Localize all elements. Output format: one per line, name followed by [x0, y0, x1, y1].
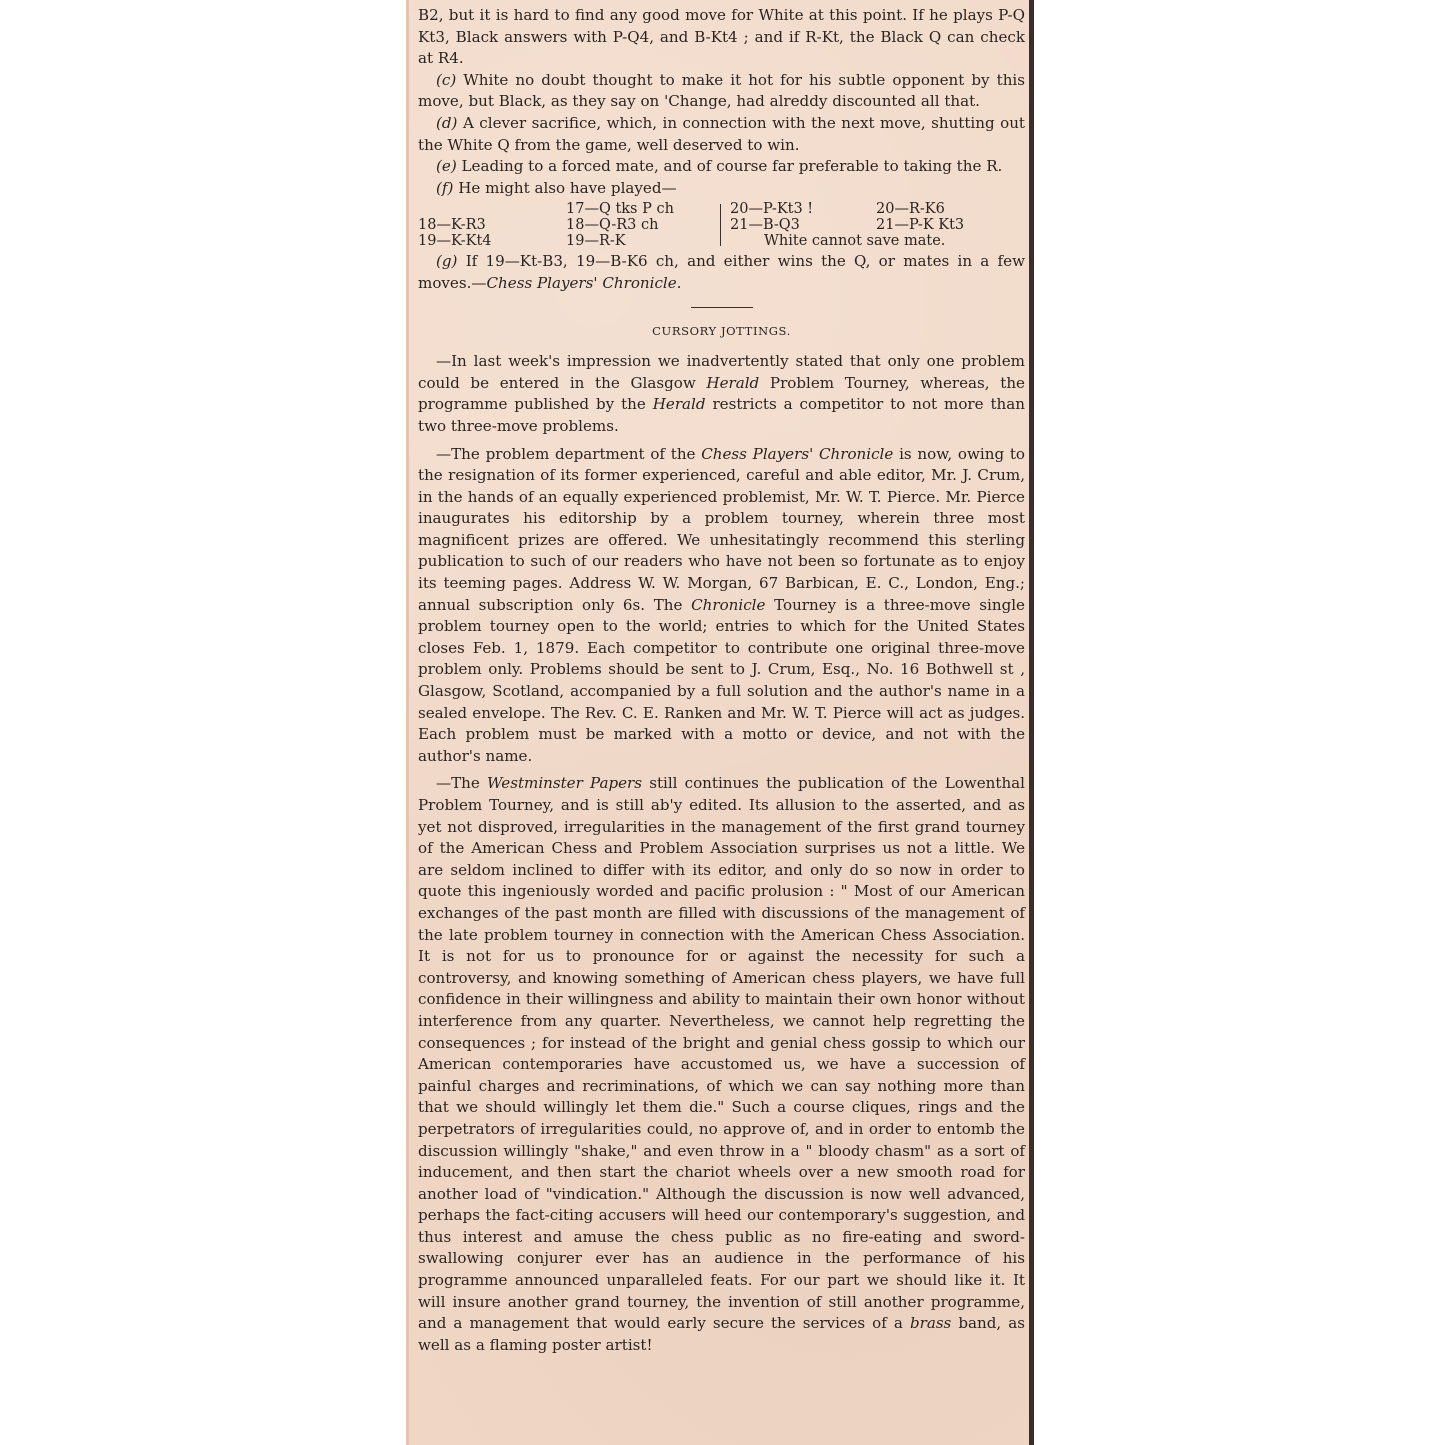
clipping-left-edge [406, 0, 409, 1445]
clipping-right-edge [1029, 0, 1034, 1445]
variation-divider [720, 204, 721, 246]
note-g [418, 251, 1025, 294]
italic-herald: Herald [706, 373, 760, 392]
paragraph-chronicle-tourney [418, 444, 1025, 768]
note-g-mark: (g) [436, 252, 458, 271]
note-f [418, 178, 1025, 200]
note-d [418, 113, 1025, 156]
italic-chronicle: Chronicle [691, 595, 766, 614]
variation-move: 19—K-Kt4 [418, 233, 492, 250]
note-e-mark: (e) [436, 157, 457, 176]
note-f-text: He might also have played— [458, 178, 677, 197]
variation-move: 21—B-Q3 [730, 217, 800, 234]
variation-col-2 [566, 201, 716, 249]
section-divider [691, 307, 753, 308]
note-g-source: Chess Players' Chronicle. [486, 273, 682, 292]
note-e-text: Leading to a forced mate, and of course far preferable to taking the R. [461, 157, 1003, 176]
text-run: band, as well as a flaming poster artist! [418, 1314, 1025, 1354]
text-run: —The problem department of the [436, 444, 702, 463]
variation-col-1 [418, 201, 558, 249]
variation-col-4 [876, 201, 1026, 233]
note-d-text: A clever sacrifice, which, in connection with the next move, shutting out the White Q from the game, well deserved to win. [418, 113, 1025, 154]
variation-move: 19—R-K [566, 233, 626, 250]
intro-paragraph: B2, but it is hard to find any good move for White at this point. If he plays P-Q Kt3, Black answers with P-Q4, and B-Kt4 ; and if R-Kt, the Black Q can check at R4. [418, 6, 1025, 68]
text-run: still continues the publication of the Lowenthal Problem Tourney, and is still ab'y edited. Its allusion to the asserted, and as yet not disproved, irregularities in the management of the first grand tourney of the American Chess and Problem Association surprises us not a little. We are seldom inclined to differ with its editor, and only do so now in order to quote this ingeniously worded and pacific prolusion : " Most of our American exchanges of the past month are filled with discussions of the management of the late problem tourney in connection with the American Chess Association. It is not for us to pronounce for or against the necessity for such a controversy, and knowing something of American chess players, we have full confidence in their willingness and ability to maintain their own honor without interference from any quarter. Nevertheless, we cannot help regretting the consequences ; for instead of the bright and genial chess gossip to which our American contemporaries have accustomed us, we have a succession of painful charges and recriminations, of which we can say nothing more than that we should willingly let them die." Such a course cliques, rings and the perpetrators of irregularities could, no approve of, and in order to entomb the discussion willingly "shake," and even throw in a " bloody chasm" as a sort of inducement, and then start the chariot wheels over a new smooth road for another load of "vindication." Although the discussion is now well advanced, perhaps the fact-citing accusers will heed our contemporary's suggestion, and thus interest and amuse the chess public as no fire-eating and sword-swallowing conjurer ever has an audience in the performance of his programme announced unparalleled feats. For our part we should like it. It will insure another grand tourney, the invention of still another programme, and a management that would early secure the services of a [418, 774, 1025, 1333]
text-run: is now, owing to the resignation of its former experienced, careful and able editor, Mr. J. Crum, in the hands of an equally experienced problemist, Mr. W. T. Pierce. Mr. Pierce inaugurates his editorship by a problem tourney, wherein three most magnificent prizes are offered. We unhesitatingly recommend this sterling publication to such of our readers who have not been so fortunate as to enjoy its teeming pages. Address W. W. Morgan, 67 Barbican, E. C., London, Eng.; annual subscription only 6s. The [418, 444, 1026, 614]
variation-move: 18—Q-R3 ch [566, 217, 659, 234]
variation-table [418, 201, 1025, 249]
note-e [418, 156, 1025, 178]
italic-westminster-papers: Westminster Papers [486, 774, 643, 793]
note-c-text: White no doubt thought to make it hot for his subtle opponent by this move, but Black, as they say on 'Change, had alreddy discounted all that. [418, 70, 1025, 111]
variation-move: 20—R-K6 [876, 201, 945, 218]
italic-herald: Herald [652, 395, 706, 414]
note-c-mark: (c) [436, 70, 457, 89]
text-run: —The [436, 774, 487, 793]
text-run: —In last week's impression we inadvertently stated that only one problem could be entered in the Glasgow [418, 352, 1025, 392]
note-d-mark: (d) [436, 113, 458, 132]
note-c [418, 70, 1025, 113]
variation-move: 17—Q tks P ch [566, 201, 674, 218]
italic-chronicle-title: Chess Players' Chronicle [701, 444, 894, 463]
variation-footer: White cannot save mate. [764, 233, 946, 250]
note-g-text: If 19—Kt-B3, 19—B-K6 ch, and either wins the Q, or mates in a few moves.— [418, 252, 1025, 292]
section-heading: CURSORY JOTTINGS. [652, 323, 791, 338]
paragraph-westminster-papers [418, 773, 1025, 1356]
text-run: Problem Tourney, whereas, the programme published by the [418, 373, 1025, 414]
note-f-mark: (f) [436, 178, 454, 197]
variation-move: 18—K-R3 [418, 217, 486, 234]
variation-move: 21—P-K Kt3 [876, 217, 965, 234]
variation-col-3 [730, 201, 880, 233]
variation-move: 20—P-Kt3 ! [730, 201, 814, 218]
newspaper-clipping [406, 0, 1034, 1445]
variation-move [418, 201, 558, 217]
paragraph-glasgow-herald [418, 351, 1025, 437]
text-run: restricts a competitor to not more than two three-move problems. [418, 395, 1026, 435]
text-run: Tourney is a three-move single problem tourney open to the world; entries to which for the United States closes Feb. 1, 1879. Each competitor to contribute one original three-move problem only. Problems should be sent to J. Crum, Esq., No. 16 Bothwell st , Glasgow, Scotland, accompanied by a full solution and the author's name in a sealed envelope. The Rev. C. E. Ranken and Mr. W. T. Pierce will act as judges. Each problem must be marked with a motto or device, and not with the author's name. [418, 595, 1025, 765]
italic-brass: brass [909, 1314, 952, 1333]
article-column [418, 5, 1025, 1356]
